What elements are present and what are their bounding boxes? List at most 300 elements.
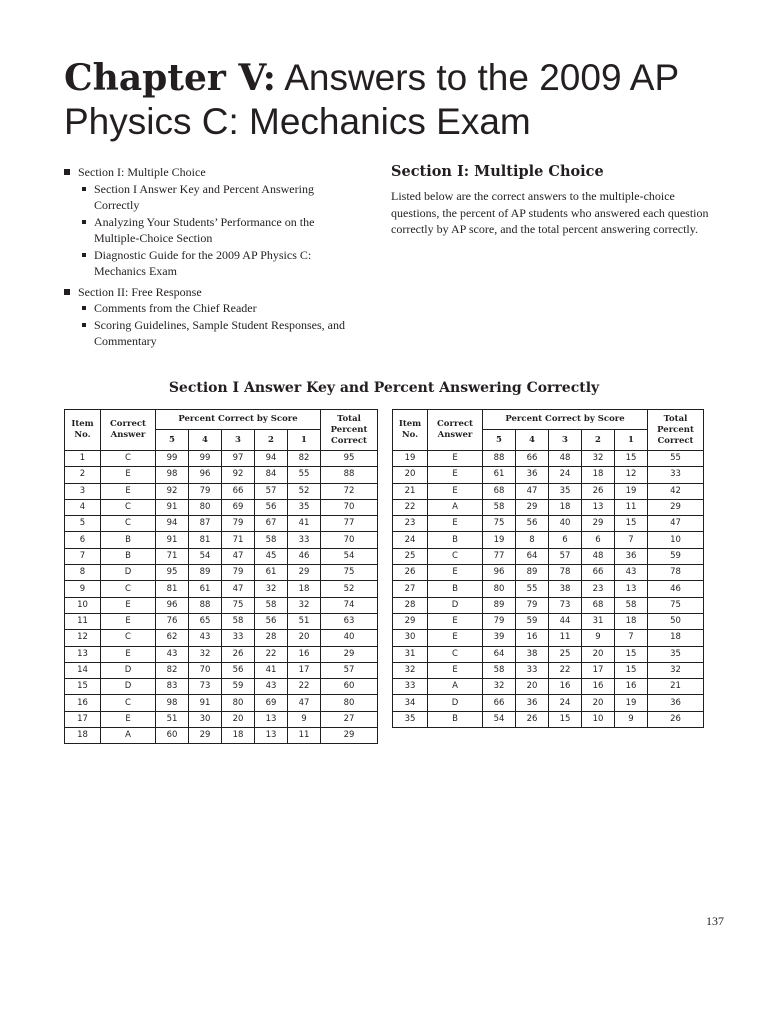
correct-answer-cell: D <box>428 695 483 711</box>
total-percent-cell: 10 <box>648 532 704 548</box>
score-5-cell: 80 <box>483 581 516 597</box>
total-percent-cell: 42 <box>648 483 704 499</box>
correct-answer-cell: A <box>428 499 483 515</box>
score-2-cell: 20 <box>582 646 615 662</box>
score-4-cell: 43 <box>189 630 222 646</box>
percent-by-score-header: Percent Correct by Score <box>156 410 321 430</box>
score-3-cell: 69 <box>222 499 255 515</box>
score-4-cell: 32 <box>189 646 222 662</box>
score-2-cell: 20 <box>582 695 615 711</box>
score-2-cell: 13 <box>582 499 615 515</box>
item-no-cell: 13 <box>65 646 101 662</box>
table-row <box>65 630 378 646</box>
score-1-cell: 41 <box>288 516 321 532</box>
score-5-cell: 58 <box>483 499 516 515</box>
score-5-cell: 88 <box>483 451 516 467</box>
correct-answer-cell: D <box>101 662 156 678</box>
total-percent-cell: 26 <box>648 711 704 727</box>
score-3-cell: 18 <box>222 728 255 744</box>
score-3-cell: 15 <box>549 711 582 727</box>
item-no-cell: 2 <box>65 467 101 483</box>
score-1-cell: 7 <box>615 532 648 548</box>
score-5-header: 5 <box>156 430 189 451</box>
item-no-cell: 24 <box>393 532 428 548</box>
correct-answer-cell: D <box>101 679 156 695</box>
score-2-cell: 13 <box>255 711 288 727</box>
table-row <box>393 451 704 467</box>
total-percent-cell: 29 <box>321 728 378 744</box>
correct-answer-cell: E <box>101 467 156 483</box>
chapter-contents <box>64 164 354 354</box>
total-percent-cell: 95 <box>321 451 378 467</box>
correct-answer-cell: E <box>428 467 483 483</box>
item-no-cell: 15 <box>65 679 101 695</box>
item-no-cell: 29 <box>393 613 428 629</box>
score-2-cell: 31 <box>582 613 615 629</box>
table-body <box>65 451 378 744</box>
item-no-cell: 6 <box>65 532 101 548</box>
table-row <box>393 662 704 678</box>
table-row <box>393 548 704 564</box>
total-percent-cell: 40 <box>321 630 378 646</box>
table-row <box>393 565 704 581</box>
score-1-cell: 16 <box>288 646 321 662</box>
intro <box>391 163 711 238</box>
score-3-cell: 56 <box>222 662 255 678</box>
score-3-cell: 35 <box>549 483 582 499</box>
table-row <box>65 646 378 662</box>
correct-answer-cell: C <box>101 630 156 646</box>
item-no-cell: 16 <box>65 695 101 711</box>
item-no-cell: 25 <box>393 548 428 564</box>
total-percent-cell: 29 <box>321 646 378 662</box>
score-3-cell: 18 <box>549 499 582 515</box>
item-no-cell: 14 <box>65 662 101 678</box>
score-4-cell: 99 <box>189 451 222 467</box>
total-percent-cell: 88 <box>321 467 378 483</box>
score-4-cell: 70 <box>189 662 222 678</box>
score-3-cell: 11 <box>549 630 582 646</box>
score-5-cell: 96 <box>483 565 516 581</box>
table-row <box>393 630 704 646</box>
table-row <box>65 695 378 711</box>
table-row <box>393 467 704 483</box>
correct-answer-cell: C <box>101 695 156 711</box>
score-3-cell: 26 <box>222 646 255 662</box>
total-percent-cell: 32 <box>648 662 704 678</box>
table-row <box>393 711 704 727</box>
toc-item: Comments from the Chief Reader <box>78 300 354 317</box>
total-percent-cell: 52 <box>321 581 378 597</box>
total-percent-cell: 63 <box>321 613 378 629</box>
total-percent-cell: 70 <box>321 499 378 515</box>
table-row <box>393 532 704 548</box>
score-1-cell: 52 <box>288 483 321 499</box>
score-3-cell: 24 <box>549 467 582 483</box>
score-1-cell: 12 <box>615 467 648 483</box>
score-2-cell: 16 <box>582 679 615 695</box>
score-3-cell: 92 <box>222 467 255 483</box>
correct-answer-cell: C <box>101 451 156 467</box>
score-2-cell: 13 <box>255 728 288 744</box>
toc-section-1-label: Section I: Multiple Choice <box>78 165 206 179</box>
table-row <box>393 613 704 629</box>
score-5-cell: 94 <box>156 516 189 532</box>
score-2-cell: 9 <box>582 630 615 646</box>
score-4-cell: 96 <box>189 467 222 483</box>
score-4-cell: 87 <box>189 516 222 532</box>
score-1-cell: 15 <box>615 451 648 467</box>
score-1-cell: 46 <box>288 548 321 564</box>
total-percent-cell: 54 <box>321 548 378 564</box>
item-no-cell: 9 <box>65 581 101 597</box>
score-2-cell: 58 <box>255 532 288 548</box>
score-3-cell: 38 <box>549 581 582 597</box>
score-3-cell: 16 <box>549 679 582 695</box>
item-no-header: Item No. <box>393 410 428 451</box>
table-row <box>393 646 704 662</box>
score-3-cell: 20 <box>222 711 255 727</box>
score-4-cell: 65 <box>189 613 222 629</box>
score-4-header: 4 <box>189 430 222 451</box>
correct-answer-cell: C <box>101 499 156 515</box>
score-2-cell: 58 <box>255 597 288 613</box>
table-row <box>65 483 378 499</box>
score-4-cell: 81 <box>189 532 222 548</box>
score-3-cell: 57 <box>549 548 582 564</box>
score-2-cell: 41 <box>255 662 288 678</box>
score-3-cell: 22 <box>549 662 582 678</box>
item-no-cell: 20 <box>393 467 428 483</box>
score-1-cell: 55 <box>288 467 321 483</box>
score-2-cell: 29 <box>582 516 615 532</box>
score-5-cell: 98 <box>156 695 189 711</box>
score-3-cell: 40 <box>549 516 582 532</box>
table-row <box>393 499 704 515</box>
table-row <box>393 695 704 711</box>
score-1-cell: 47 <box>288 695 321 711</box>
score-1-cell: 15 <box>615 646 648 662</box>
score-4-cell: 88 <box>189 597 222 613</box>
correct-answer-cell: E <box>101 646 156 662</box>
score-5-cell: 39 <box>483 630 516 646</box>
item-no-cell: 34 <box>393 695 428 711</box>
correct-answer-cell: E <box>101 483 156 499</box>
score-5-cell: 61 <box>483 467 516 483</box>
score-3-cell: 48 <box>549 451 582 467</box>
item-no-cell: 33 <box>393 679 428 695</box>
score-2-cell: 17 <box>582 662 615 678</box>
score-1-cell: 17 <box>288 662 321 678</box>
correct-answer-cell: E <box>101 597 156 613</box>
score-3-cell: 44 <box>549 613 582 629</box>
correct-answer-cell: C <box>101 581 156 597</box>
score-1-cell: 35 <box>288 499 321 515</box>
score-4-cell: 79 <box>516 597 549 613</box>
score-1-header: 1 <box>615 430 648 451</box>
score-5-cell: 58 <box>483 662 516 678</box>
correct-answer-cell: E <box>428 565 483 581</box>
score-3-cell: 71 <box>222 532 255 548</box>
score-3-cell: 73 <box>549 597 582 613</box>
intro-heading: Section I: Multiple Choice <box>391 163 604 180</box>
correct-answer-cell: E <box>101 613 156 629</box>
score-1-cell: 19 <box>615 695 648 711</box>
item-no-cell: 8 <box>65 565 101 581</box>
score-2-cell: 6 <box>582 532 615 548</box>
table-row <box>65 467 378 483</box>
score-5-cell: 99 <box>156 451 189 467</box>
correct-answer-cell: E <box>428 630 483 646</box>
correct-answer-cell: A <box>101 728 156 744</box>
score-1-cell: 33 <box>288 532 321 548</box>
score-4-cell: 61 <box>189 581 222 597</box>
total-percent-cell: 50 <box>648 613 704 629</box>
toc-section-2 <box>64 284 354 350</box>
table-row <box>393 483 704 499</box>
correct-answer-cell: D <box>101 565 156 581</box>
total-percent-cell: 57 <box>321 662 378 678</box>
table-row <box>65 662 378 678</box>
score-1-cell: 29 <box>288 565 321 581</box>
score-3-cell: 58 <box>222 613 255 629</box>
table-row <box>65 613 378 629</box>
score-1-cell: 32 <box>288 597 321 613</box>
score-5-cell: 79 <box>483 613 516 629</box>
item-no-cell: 31 <box>393 646 428 662</box>
total-percent-cell: 33 <box>648 467 704 483</box>
score-1-cell: 18 <box>288 581 321 597</box>
score-1-cell: 20 <box>288 630 321 646</box>
score-5-cell: 64 <box>483 646 516 662</box>
score-2-cell: 43 <box>255 679 288 695</box>
score-5-cell: 92 <box>156 483 189 499</box>
score-1-cell: 16 <box>615 679 648 695</box>
item-no-cell: 19 <box>393 451 428 467</box>
page-number: 137 <box>706 914 724 928</box>
score-5-cell: 91 <box>156 532 189 548</box>
score-2-cell: 22 <box>255 646 288 662</box>
correct-answer-cell: D <box>428 597 483 613</box>
total-percent-cell: 60 <box>321 679 378 695</box>
item-no-header: Item No. <box>65 410 101 451</box>
score-2-cell: 56 <box>255 499 288 515</box>
correct-answer-cell: E <box>428 516 483 532</box>
total-percent-cell: 77 <box>321 516 378 532</box>
total-percent-cell: 46 <box>648 581 704 597</box>
score-3-cell: 78 <box>549 565 582 581</box>
correct-answer-cell: E <box>428 483 483 499</box>
total-percent-cell: 78 <box>648 565 704 581</box>
table-row <box>65 516 378 532</box>
score-2-cell: 26 <box>582 483 615 499</box>
score-2-cell: 56 <box>255 613 288 629</box>
score-5-cell: 62 <box>156 630 189 646</box>
score-2-cell: 23 <box>582 581 615 597</box>
total-percent-cell: 59 <box>648 548 704 564</box>
score-5-cell: 32 <box>483 679 516 695</box>
score-5-header: 5 <box>483 430 516 451</box>
score-5-cell: 19 <box>483 532 516 548</box>
total-percent-cell: 70 <box>321 532 378 548</box>
table-row <box>65 565 378 581</box>
score-2-cell: 69 <box>255 695 288 711</box>
total-percent-cell: 74 <box>321 597 378 613</box>
score-4-header: 4 <box>516 430 549 451</box>
score-4-cell: 56 <box>516 516 549 532</box>
score-1-cell: 58 <box>615 597 648 613</box>
correct-answer-cell: B <box>428 532 483 548</box>
correct-answer-cell: E <box>428 613 483 629</box>
score-3-cell: 59 <box>222 679 255 695</box>
score-5-cell: 82 <box>156 662 189 678</box>
score-3-cell: 25 <box>549 646 582 662</box>
score-2-header: 2 <box>582 430 615 451</box>
correct-answer-cell: B <box>101 548 156 564</box>
item-no-cell: 32 <box>393 662 428 678</box>
table-row <box>65 728 378 744</box>
score-2-cell: 94 <box>255 451 288 467</box>
score-4-cell: 29 <box>516 499 549 515</box>
item-no-cell: 23 <box>393 516 428 532</box>
total-percent-header: Total Percent Correct <box>648 410 704 451</box>
score-2-header: 2 <box>255 430 288 451</box>
toc-item: Section I Answer Key and Percent Answering Correctly <box>78 181 354 214</box>
total-percent-cell: 27 <box>321 711 378 727</box>
score-2-cell: 61 <box>255 565 288 581</box>
score-5-cell: 54 <box>483 711 516 727</box>
correct-answer-cell: B <box>428 581 483 597</box>
score-4-cell: 73 <box>189 679 222 695</box>
score-5-cell: 77 <box>483 548 516 564</box>
item-no-cell: 5 <box>65 516 101 532</box>
score-5-cell: 71 <box>156 548 189 564</box>
percent-by-score-header: Percent Correct by Score <box>483 410 648 430</box>
score-1-header: 1 <box>288 430 321 451</box>
correct-answer-cell: E <box>428 451 483 467</box>
total-percent-cell: 55 <box>648 451 704 467</box>
score-3-cell: 6 <box>549 532 582 548</box>
toc-item: Scoring Guidelines, Sample Student Responses, and Commentary <box>78 317 354 350</box>
correct-answer-cell: B <box>428 711 483 727</box>
score-4-cell: 79 <box>189 483 222 499</box>
score-3-cell: 79 <box>222 516 255 532</box>
table-row <box>393 679 704 695</box>
table-row <box>65 499 378 515</box>
table-row <box>393 516 704 532</box>
score-3-header: 3 <box>222 430 255 451</box>
score-5-cell: 43 <box>156 646 189 662</box>
score-5-cell: 95 <box>156 565 189 581</box>
item-no-cell: 26 <box>393 565 428 581</box>
table-row <box>393 581 704 597</box>
score-4-cell: 29 <box>189 728 222 744</box>
score-1-cell: 15 <box>615 516 648 532</box>
score-3-cell: 24 <box>549 695 582 711</box>
toc-section-2-label: Section II: Free Response <box>78 284 202 299</box>
score-4-cell: 16 <box>516 630 549 646</box>
score-4-cell: 36 <box>516 467 549 483</box>
score-2-cell: 28 <box>255 630 288 646</box>
item-no-cell: 17 <box>65 711 101 727</box>
table-row <box>65 581 378 597</box>
score-3-header: 3 <box>549 430 582 451</box>
score-4-cell: 59 <box>516 613 549 629</box>
chapter-title-text: Answers to the 2009 AP Physics C: Mechanics Exam <box>64 57 679 142</box>
score-5-cell: 89 <box>483 597 516 613</box>
toc-section-1 <box>64 164 354 280</box>
score-3-cell: 66 <box>222 483 255 499</box>
score-3-cell: 79 <box>222 565 255 581</box>
total-percent-cell: 18 <box>648 630 704 646</box>
table-row <box>65 451 378 467</box>
score-1-cell: 19 <box>615 483 648 499</box>
item-no-cell: 21 <box>393 483 428 499</box>
score-2-cell: 66 <box>582 565 615 581</box>
score-2-cell: 32 <box>255 581 288 597</box>
item-no-cell: 18 <box>65 728 101 744</box>
item-no-cell: 28 <box>393 597 428 613</box>
score-5-cell: 60 <box>156 728 189 744</box>
table-row <box>65 548 378 564</box>
score-4-cell: 89 <box>516 565 549 581</box>
item-no-cell: 7 <box>65 548 101 564</box>
score-4-cell: 64 <box>516 548 549 564</box>
score-5-cell: 91 <box>156 499 189 515</box>
score-1-cell: 11 <box>288 728 321 744</box>
score-4-cell: 89 <box>189 565 222 581</box>
score-4-cell: 20 <box>516 679 549 695</box>
score-2-cell: 57 <box>255 483 288 499</box>
score-1-cell: 7 <box>615 630 648 646</box>
score-2-cell: 48 <box>582 548 615 564</box>
score-3-cell: 47 <box>222 548 255 564</box>
score-5-cell: 75 <box>483 516 516 532</box>
correct-answer-cell: E <box>101 711 156 727</box>
correct-answer-cell: E <box>428 662 483 678</box>
score-3-cell: 33 <box>222 630 255 646</box>
score-4-cell: 47 <box>516 483 549 499</box>
score-5-cell: 81 <box>156 581 189 597</box>
item-no-cell: 12 <box>65 630 101 646</box>
table-row <box>65 679 378 695</box>
score-4-cell: 54 <box>189 548 222 564</box>
chapter-label: Chapter V: <box>64 57 276 99</box>
score-1-cell: 82 <box>288 451 321 467</box>
item-no-cell: 22 <box>393 499 428 515</box>
item-no-cell: 3 <box>65 483 101 499</box>
answer-key-table-right <box>392 409 704 728</box>
score-1-cell: 13 <box>615 581 648 597</box>
score-1-cell: 9 <box>288 711 321 727</box>
answer-key-table-left <box>64 409 378 744</box>
correct-answer-header: Correct Answer <box>428 410 483 451</box>
score-3-cell: 75 <box>222 597 255 613</box>
score-4-cell: 33 <box>516 662 549 678</box>
total-percent-cell: 29 <box>648 499 704 515</box>
item-no-cell: 11 <box>65 613 101 629</box>
table-row <box>393 597 704 613</box>
score-3-cell: 47 <box>222 581 255 597</box>
total-percent-cell: 75 <box>648 597 704 613</box>
total-percent-cell: 35 <box>648 646 704 662</box>
total-percent-cell: 80 <box>321 695 378 711</box>
score-4-cell: 26 <box>516 711 549 727</box>
chapter-title <box>64 56 724 144</box>
table-row <box>65 532 378 548</box>
score-1-cell: 43 <box>615 565 648 581</box>
total-percent-cell: 36 <box>648 695 704 711</box>
